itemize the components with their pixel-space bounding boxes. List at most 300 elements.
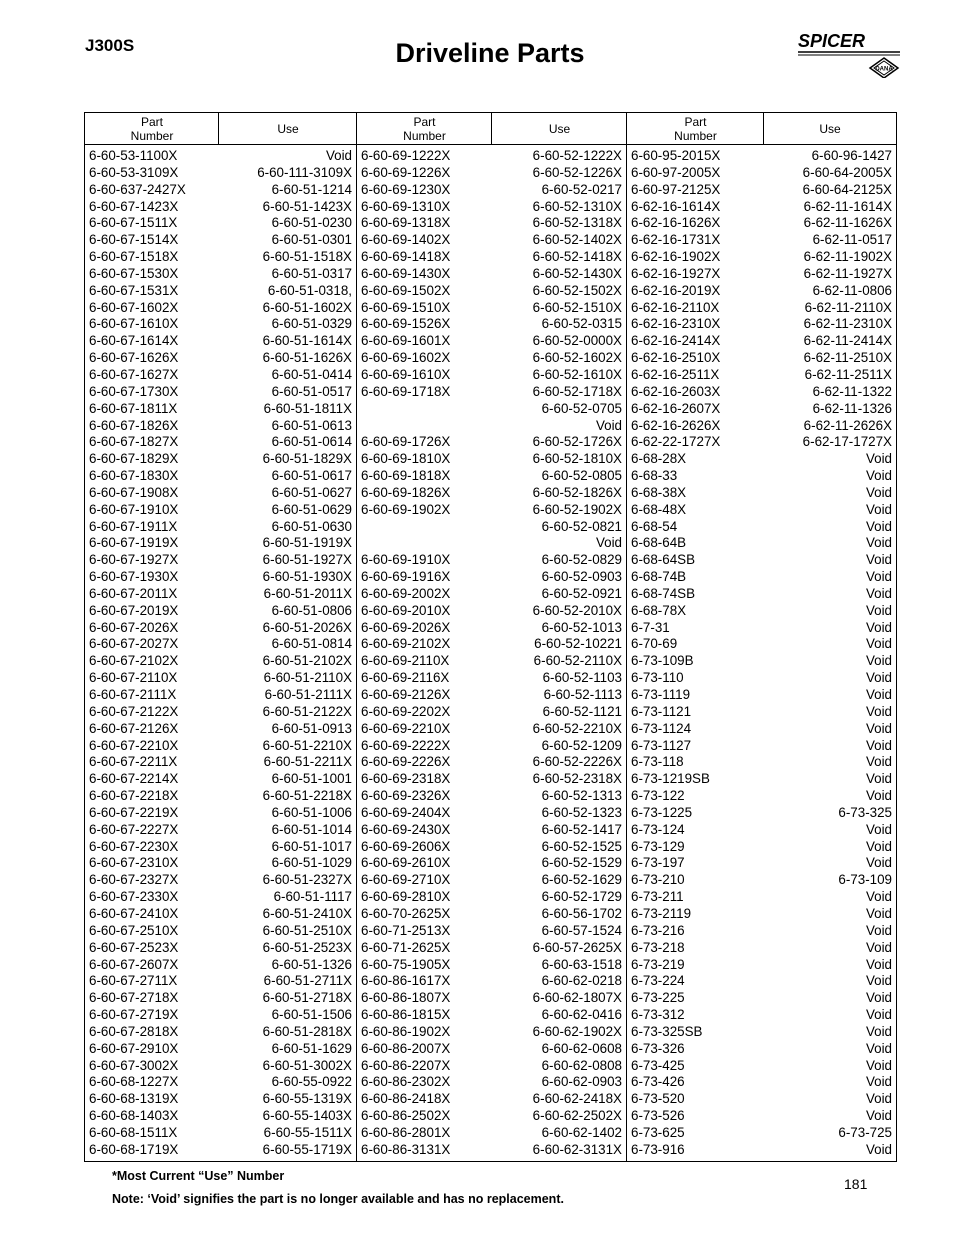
part-number-cell: 6-7-31: [631, 619, 670, 635]
table-row: [357, 316, 626, 333]
part-number-cell: 6-62-16-2626X: [631, 417, 721, 433]
table-row: [85, 687, 356, 704]
table-row: [627, 1024, 896, 1041]
table-row: [85, 468, 356, 485]
use-cell: 6-60-52-1529: [541, 855, 622, 871]
use-cell: 6-62-11-2626X: [803, 417, 892, 433]
use-cell: Void: [865, 1091, 892, 1107]
part-number-cell: 6-60-70-2625X: [361, 905, 451, 921]
use-cell: 6-60-52-1226X: [532, 164, 622, 180]
use-cell: 6-60-52-1418X: [532, 249, 622, 265]
table-row: [85, 333, 356, 350]
table-row: [357, 872, 626, 889]
table-row: [357, 771, 626, 788]
part-number-cell: 6-60-67-1911X: [89, 518, 178, 534]
part-number-cell: 6-60-67-1514X: [89, 232, 179, 248]
use-cell: 6-62-11-2510X: [803, 350, 892, 366]
part-number-cell: 6-62-16-1626X: [631, 215, 721, 231]
table-row: [357, 973, 626, 990]
use-cell: 6-60-51-1518X: [262, 249, 352, 265]
use-cell: 6-60-52-1902X: [532, 501, 622, 517]
part-number-cell: 6-62-16-2019X: [631, 282, 721, 298]
use-cell: 6-60-51-2510X: [262, 922, 352, 938]
table-row: [357, 738, 626, 755]
part-number-cell: 6-62-22-1727X: [631, 434, 721, 450]
use-cell: Void: [865, 484, 892, 500]
part-number-cell: 6-60-69-2010X: [361, 602, 451, 618]
part-number-cell: 6-60-67-1531X: [89, 282, 179, 298]
part-number-cell: 6-60-69-2318X: [361, 771, 451, 787]
table-row: [85, 872, 356, 889]
part-number-cell: 6-60-69-2002X: [361, 585, 451, 601]
table-row: [357, 805, 626, 822]
footnote-void: Note: ‘Void’ signifies the part is no longer available and has no replacement.: [112, 1192, 564, 1206]
use-cell: 6-60-63-1518: [541, 956, 622, 972]
part-number-cell: 6-60-86-2302X: [361, 1074, 451, 1090]
part-number-cell: 6-62-16-1927X: [631, 265, 721, 281]
part-number-cell: 6-73-520: [631, 1091, 685, 1107]
part-number-cell: 6-60-67-2210X: [89, 737, 179, 753]
table-row: [627, 1007, 896, 1024]
part-number-cell: 6-60-69-1226X: [361, 164, 451, 180]
use-cell: 6-60-51-0318,: [267, 282, 352, 298]
part-number-cell: 6-62-16-2603X: [631, 383, 721, 399]
part-number-cell: 6-60-67-2126X: [89, 720, 179, 736]
part-number-cell: 6-60-86-1902X: [361, 1023, 451, 1039]
part-number-cell: 6-60-86-2801X: [361, 1124, 451, 1140]
table-row: [357, 451, 626, 468]
table-row: [85, 401, 356, 418]
part-number-cell: 6-60-69-1222X: [361, 148, 451, 163]
table-row: [85, 923, 356, 940]
use-cell: Void: [865, 636, 892, 652]
use-cell: Void: [865, 619, 892, 635]
use-cell: Void: [865, 754, 892, 770]
table-row: [357, 889, 626, 906]
part-number-cell: 6-60-69-1718X: [361, 383, 451, 399]
use-cell: 6-60-52-1525: [541, 838, 622, 854]
part-number-cell: 6-73-110: [631, 670, 684, 686]
use-cell: 6-60-51-0630: [271, 518, 352, 534]
table-row: [85, 1074, 356, 1091]
table-row: [85, 434, 356, 451]
table-row: [85, 957, 356, 974]
part-number-cell: 6-60-67-1602X: [89, 299, 179, 315]
use-cell: Void: [865, 737, 892, 753]
part-number-cell: 6-60-69-2810X: [361, 889, 451, 905]
table-row: [627, 940, 896, 957]
part-number-cell: 6-70-69: [631, 636, 678, 652]
table-row: [627, 451, 896, 468]
part-number-cell: 6-60-68-1319X: [89, 1091, 179, 1107]
table-row: [85, 1007, 356, 1024]
part-number-cell: 6-62-16-2310X: [631, 316, 721, 332]
table-row: [85, 788, 356, 805]
column-group-3: [627, 148, 896, 1158]
part-number-cell: 6-60-86-1617X: [361, 973, 451, 989]
use-cell: 6-60-51-2327X: [262, 872, 352, 888]
table-row: [357, 266, 626, 283]
table-row: [627, 384, 896, 401]
use-cell: 6-60-62-1807X: [532, 990, 622, 1006]
part-number-cell: 6-60-69-2606X: [361, 838, 451, 854]
table-row: [357, 1142, 626, 1159]
part-number-cell: 6-60-67-1511X: [89, 215, 178, 231]
part-number-cell: 6-62-16-2414X: [631, 333, 721, 349]
table-row: [85, 199, 356, 216]
table-row: [627, 165, 896, 182]
use-cell: 6-60-52-0921: [541, 585, 622, 601]
part-number-cell: 6-60-69-1318X: [361, 215, 451, 231]
table-row: [357, 1007, 626, 1024]
part-number-cell: 6-73-1219SB: [631, 771, 710, 787]
use-cell: 6-60-51-0913: [271, 720, 352, 736]
use-cell: 6-60-62-1402: [541, 1124, 622, 1140]
part-number-cell: 6-68-33: [631, 468, 678, 484]
use-cell: 6-60-52-1729: [541, 889, 622, 905]
table-row: [357, 283, 626, 300]
part-number-cell: 6-60-67-1827X: [89, 434, 179, 450]
table-row: [357, 1074, 626, 1091]
table-row: [85, 519, 356, 536]
part-number-cell: 6-60-95-2015X: [631, 148, 721, 163]
part-number-cell: 6-73-225: [631, 990, 685, 1006]
table-row: [357, 502, 626, 519]
table-row: [357, 1108, 626, 1125]
use-cell: 6-60-52-0829: [541, 552, 622, 568]
part-number-cell: 6-60-69-2210X: [361, 720, 451, 736]
use-cell: 6-60-62-0903: [541, 1074, 622, 1090]
use-cell: 6-60-52-2210X: [532, 720, 622, 736]
use-cell: 6-60-57-2625X: [532, 939, 622, 955]
table-row: [627, 923, 896, 940]
table-row: [85, 805, 356, 822]
table-row: [357, 990, 626, 1007]
table-row: [627, 839, 896, 856]
table-row: [357, 721, 626, 738]
use-cell: 6-60-51-2111X: [264, 687, 352, 702]
table-row: [357, 249, 626, 266]
use-cell: Void: [595, 417, 622, 433]
use-cell: 6-62-11-1902X: [803, 249, 892, 265]
use-cell: 6-60-52-1113: [543, 687, 622, 702]
use-cell: 6-62-11-2511X: [804, 366, 892, 382]
use-cell: 6-60-51-1001: [271, 771, 352, 787]
table-row: [627, 215, 896, 232]
table-row: [85, 704, 356, 721]
part-number-cell: 6-60-67-1829X: [89, 451, 179, 467]
table-row: [627, 485, 896, 502]
table-row: [627, 855, 896, 872]
table-row: [85, 283, 356, 300]
table-row: [357, 418, 626, 435]
use-cell: 6-60-51-1811X: [263, 400, 352, 416]
use-cell: Void: [865, 670, 892, 686]
use-cell: 6-62-11-0806: [812, 282, 892, 298]
header-part-number-1: Part Number: [130, 114, 174, 143]
part-number-cell: 6-60-67-2230X: [89, 838, 179, 854]
part-number-cell: 6-73-122: [631, 788, 685, 804]
table-row: [357, 586, 626, 603]
table-row: [85, 502, 356, 519]
part-number-cell: 6-60-69-1818X: [361, 468, 451, 484]
use-cell: 6-60-62-0218: [541, 973, 622, 989]
part-number-cell: 6-60-69-1526X: [361, 316, 451, 332]
table-row: [85, 215, 356, 232]
use-cell: 6-60-51-2210X: [262, 737, 352, 753]
table-row: [627, 283, 896, 300]
table-row: [627, 771, 896, 788]
table-row: [627, 401, 896, 418]
part-number-cell: 6-60-69-1430X: [361, 265, 451, 281]
use-cell: Void: [865, 1007, 892, 1023]
table-row: [85, 586, 356, 603]
use-cell: 6-60-52-1602X: [532, 350, 622, 366]
use-cell: Void: [865, 956, 892, 972]
table-row: [357, 350, 626, 367]
part-number-cell: 6-73-1121: [631, 703, 692, 719]
part-number-cell: 6-60-67-2102X: [89, 653, 179, 669]
use-cell: 6-60-51-2211X: [263, 754, 352, 770]
table-row: [627, 973, 896, 990]
use-cell: 6-60-51-1829X: [262, 451, 352, 467]
use-cell: 6-60-52-1718X: [532, 383, 622, 399]
use-cell: 6-62-11-2310X: [803, 316, 892, 332]
use-cell: Void: [865, 602, 892, 618]
table-row: [357, 401, 626, 418]
part-number-cell: 6-60-69-2326X: [361, 788, 451, 804]
table-row: [627, 333, 896, 350]
table-row: [85, 569, 356, 586]
use-cell: 6-60-52-2226X: [532, 754, 622, 770]
use-cell: 6-60-51-2410X: [262, 905, 352, 921]
use-cell: 6-60-51-1326: [271, 956, 352, 972]
use-cell: 6-60-51-1919X: [262, 535, 352, 551]
use-cell: 6-60-51-1423X: [262, 198, 352, 214]
part-number-cell: 6-60-69-2430X: [361, 821, 451, 837]
table-row: [627, 468, 896, 485]
table-row: [85, 738, 356, 755]
table-row: [357, 165, 626, 182]
table-row: [357, 822, 626, 839]
table-row: [357, 468, 626, 485]
header-part-number-3: Part Number: [674, 114, 717, 143]
part-number-cell: 6-60-67-2711X: [89, 973, 178, 989]
use-cell: 6-60-55-0922: [271, 1074, 352, 1090]
table-row: [85, 1108, 356, 1125]
table-row: [627, 148, 896, 165]
table-row: [357, 384, 626, 401]
use-cell: Void: [865, 1023, 892, 1039]
table-row: [357, 957, 626, 974]
use-cell: 6-60-51-2026X: [262, 619, 352, 635]
part-number-cell: 6-60-86-3131X: [361, 1141, 451, 1157]
part-number-cell: 6-73-197: [631, 855, 685, 871]
table-row: [85, 485, 356, 502]
use-cell: Void: [865, 1108, 892, 1124]
part-number-cell: 6-60-67-1626X: [89, 350, 179, 366]
part-number-cell: 6-60-67-2818X: [89, 1023, 179, 1039]
use-cell: 6-60-52-2110X: [533, 653, 622, 669]
use-cell: 6-60-52-1209: [541, 737, 622, 753]
part-number-cell: 6-60-67-1518X: [89, 249, 179, 265]
table-row: [627, 367, 896, 384]
table-row: [85, 232, 356, 249]
use-cell: 6-60-51-0617: [271, 468, 352, 484]
part-number-cell: 6-60-69-1601X: [361, 333, 451, 349]
part-number-cell: 6-73-1124: [631, 720, 692, 736]
table-row: [627, 1041, 896, 1058]
part-number-cell: 6-68-28X: [631, 451, 687, 467]
table-row: [357, 182, 626, 199]
part-number-cell: 6-60-69-2404X: [361, 804, 451, 820]
part-number-cell: 6-60-69-2110X: [361, 653, 450, 669]
use-cell: 6-60-51-1006: [271, 804, 352, 820]
use-cell: 6-60-51-1629: [271, 1040, 352, 1056]
use-cell: 6-60-52-1402X: [532, 232, 622, 248]
table-row: [627, 822, 896, 839]
use-cell: 6-60-52-0000X: [532, 333, 622, 349]
use-cell: 6-60-55-1403X: [262, 1108, 352, 1124]
part-number-cell: 6-60-69-2116X: [361, 670, 450, 686]
part-number-cell: 6-60-69-2610X: [361, 855, 451, 871]
part-number-cell: 6-60-71-2513X: [361, 922, 451, 938]
part-number-cell: 6-60-67-1930X: [89, 569, 179, 585]
part-number-cell: 6-68-48X: [631, 501, 687, 517]
part-number-cell: 6-60-67-2110X: [89, 670, 178, 686]
use-cell: Void: [865, 451, 892, 467]
use-cell: Void: [325, 148, 352, 163]
table-row: [85, 316, 356, 333]
model-label: J300S: [85, 36, 135, 55]
part-number-cell: 6-73-210: [631, 872, 685, 888]
part-number-cell: 6-60-67-2219X: [89, 804, 179, 820]
table-row: [627, 721, 896, 738]
table-row: [85, 636, 356, 653]
part-number-cell: 6-62-16-1614X: [631, 198, 721, 214]
use-cell: 6-60-51-0629: [271, 501, 352, 517]
part-number-cell: 6-73-526: [631, 1108, 685, 1124]
parts-table: [84, 112, 897, 1162]
table-row: [357, 940, 626, 957]
use-cell: 6-60-51-1930X: [262, 569, 352, 585]
table-row: [627, 569, 896, 586]
use-cell: Void: [865, 788, 892, 804]
use-cell: 6-60-51-1602X: [262, 299, 352, 315]
part-number-cell: 6-73-326: [631, 1040, 685, 1056]
use-cell: 6-73-325: [838, 804, 892, 820]
table-row: [357, 215, 626, 232]
part-number-cell: 6-73-426: [631, 1074, 685, 1090]
use-cell: 6-60-51-0517: [271, 383, 352, 399]
column-group-1: [85, 148, 356, 1158]
table-row: [357, 636, 626, 653]
table-row: [627, 232, 896, 249]
use-cell: Void: [865, 552, 892, 568]
use-cell: Void: [865, 703, 892, 719]
part-number-cell: 6-60-67-1830X: [89, 468, 179, 484]
column-group-2: [357, 148, 626, 1158]
part-number-cell: 6-60-69-1502X: [361, 282, 451, 298]
part-number-cell: 6-73-625: [631, 1124, 685, 1140]
part-number-cell: 6-73-312: [631, 1007, 685, 1023]
part-number-cell: 6-68-64B: [631, 535, 687, 551]
table-row: [627, 805, 896, 822]
part-number-cell: 6-73-1127: [631, 737, 692, 753]
part-number-cell: 6-60-69-1610X: [361, 366, 451, 382]
table-row: [85, 1091, 356, 1108]
use-cell: Void: [595, 535, 622, 551]
table-row: [85, 418, 356, 435]
part-number-cell: 6-60-69-2226X: [361, 754, 451, 770]
use-cell: Void: [865, 535, 892, 551]
table-row: [627, 249, 896, 266]
use-cell: Void: [865, 569, 892, 585]
part-number-cell: 6-60-67-1627X: [89, 366, 179, 382]
footnote-current-use: *Most Current “Use” Number: [112, 1169, 285, 1183]
part-number-cell: 6-60-67-2523X: [89, 939, 179, 955]
use-cell: 6-60-51-0814: [271, 636, 352, 652]
table-row: [627, 535, 896, 552]
part-number-cell: 6-62-16-1731X: [631, 232, 721, 248]
table-row: [627, 738, 896, 755]
use-cell: 6-60-52-1417: [541, 821, 622, 837]
use-cell: Void: [865, 468, 892, 484]
use-cell: Void: [865, 1057, 892, 1073]
table-row: [627, 1125, 896, 1142]
part-number-cell: 6-73-325SB: [631, 1023, 703, 1039]
use-cell: 6-60-52-1810X: [532, 451, 622, 467]
table-row: [357, 569, 626, 586]
use-cell: 6-60-51-0806: [271, 602, 352, 618]
use-cell: 6-60-52-1502X: [532, 282, 622, 298]
use-cell: 6-60-96-1427: [811, 148, 892, 163]
use-cell: 6-60-55-1319X: [262, 1091, 352, 1107]
use-cell: 6-60-51-2718X: [262, 990, 352, 1006]
part-number-cell: 6-60-67-2607X: [89, 956, 179, 972]
use-cell: 6-60-51-1029: [271, 855, 352, 871]
part-number-cell: 6-60-69-1910X: [361, 552, 451, 568]
part-number-cell: 6-60-69-2710X: [361, 872, 451, 888]
part-number-cell: 6-73-218: [631, 939, 685, 955]
use-cell: 6-60-51-0317: [271, 265, 352, 281]
part-number-cell: 6-60-67-1614X: [89, 333, 179, 349]
use-cell: Void: [865, 653, 892, 669]
dana-wordmark: DANA: [875, 66, 893, 73]
use-cell: 6-60-52-1510X: [532, 299, 622, 315]
table-row: [627, 687, 896, 704]
table-row: [85, 889, 356, 906]
part-number-cell: 6-60-67-2910X: [89, 1040, 179, 1056]
part-number-cell: 6-60-67-2410X: [89, 905, 179, 921]
use-cell: 6-60-51-1014: [271, 821, 352, 837]
part-number-cell: 6-62-16-1902X: [631, 249, 721, 265]
part-number-cell: 6-68-78X: [631, 602, 687, 618]
part-number-cell: 6-73-129: [631, 838, 685, 854]
part-number-cell: 6-60-67-2122X: [89, 703, 179, 719]
use-cell: 6-60-52-1103: [542, 670, 622, 686]
part-number-cell: 6-60-67-2019X: [89, 602, 179, 618]
use-cell: 6-60-111-3109X: [257, 164, 352, 180]
table-row: [357, 1125, 626, 1142]
table-row: [357, 653, 626, 670]
table-row: [627, 906, 896, 923]
use-cell: Void: [865, 687, 892, 702]
table-row: [627, 434, 896, 451]
table-row: [85, 384, 356, 401]
table-row: [627, 957, 896, 974]
part-number-cell: 6-60-637-2427X: [89, 181, 186, 197]
